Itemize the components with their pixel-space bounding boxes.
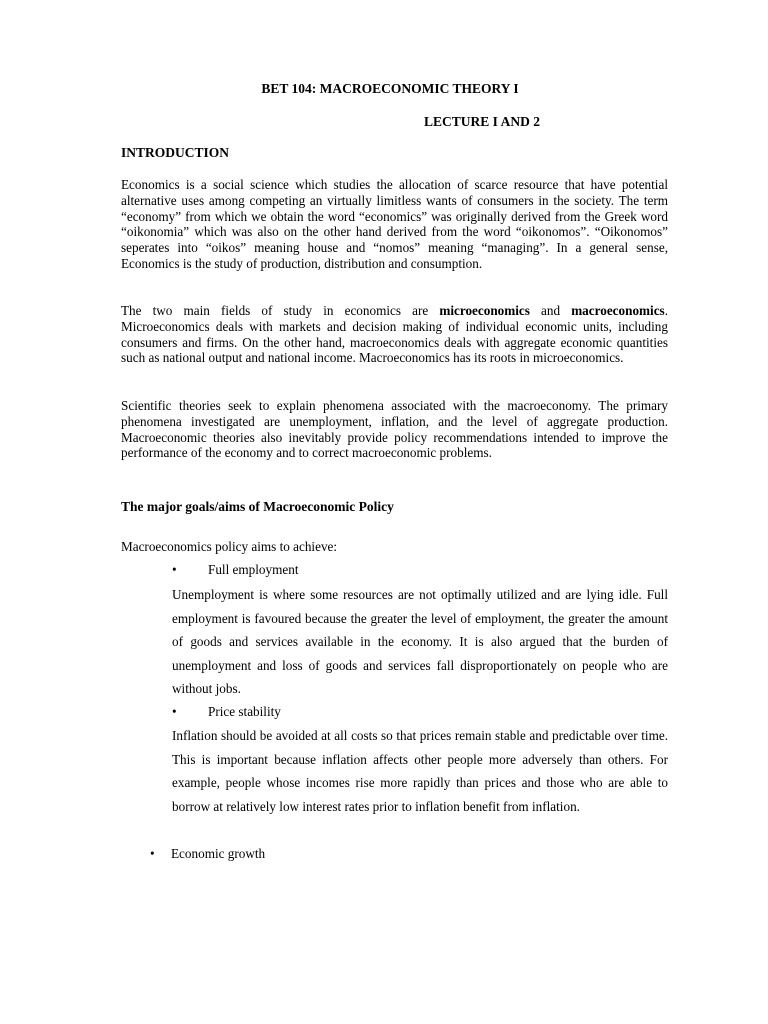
bullet-icon: • [150, 846, 155, 861]
goal-label: Price stability [208, 704, 281, 719]
goal-text-price-stability: Inflation should be avoided at all costs so that prices remain stable and predictable over time. This is important because inflation affects other people more adversely than others. For example, people whose incomes rise more rapidly than prices and those who are able to borrow at relatively low interest rates prior to inflation benefit from inflation. [172, 728, 668, 814]
goal-label: Economic growth [171, 846, 266, 861]
fields-rest-text: . Microeconomics deals with markets and decision making of individual economic units, including consumers and firms. On the other hand, macroeconomics deals with aggregate economic quantities such as national output and national income. Macroeconomics has its roots in microeconomics. [121, 303, 668, 366]
introduction-heading: INTRODUCTION [121, 145, 230, 160]
microeconomics-term: microeconomics [439, 303, 530, 318]
goal-bullet-full-employment [172, 562, 298, 578]
introduction-paragraph: Economics is a social science which studies the allocation of scarce resource that have potential alternative uses among competing an virtually limitless wants of consumers in the society. The term “economy” from which we obtain the word “economics” was originally derived from the Greek word “oikonomia” which was also on the other hand derived from the word “oikonomos”. “Oikonomos” seperates into “oikos” meaning house and “nomos” meaning “managing”. In a general sense, Economics is the study of production, distribution and consumption. [121, 177, 668, 271]
fields-paragraph [121, 303, 668, 366]
theories-paragraph: Scientific theories seek to explain phenomena associated with the macroeconomy. The primary phenomena investigated are unemployment, inflation, and the level of aggregate production. Macroeconomic theories also inevitably provide policy recommendations intended to improve the performance of the economy and to correct macroeconomic problems. [121, 398, 668, 461]
goal-label: Full employment [208, 562, 299, 577]
lecture-title: LECTURE I AND 2 [424, 114, 540, 129]
goal-text-full-employment: Unemployment is where some resources are not optimally utilized and are lying idle. Full employment is favoured because the greater the level of employment, the greater the amount of goods and services available in the economy. It is also argued that the burden of unemployment and loss of goods and services fall disproportionately on people who are without jobs. [172, 587, 668, 697]
fields-lead-text: The two main fields of study in economics are [121, 303, 440, 318]
course-title: BET 104: MACROECONOMIC THEORY I [261, 81, 519, 96]
goals-intro: Macroeconomics policy aims to achieve: [121, 539, 338, 554]
goal-bullet-economic-growth [150, 846, 265, 862]
goal-bullet-price-stability [172, 704, 281, 720]
fields-and-text: and [529, 303, 572, 318]
bullet-icon: • [172, 562, 177, 577]
bullet-icon: • [172, 704, 177, 719]
macroeconomics-term: macroeconomics [571, 303, 665, 318]
goals-heading: The major goals/aims of Macroeconomic Policy [121, 499, 394, 514]
